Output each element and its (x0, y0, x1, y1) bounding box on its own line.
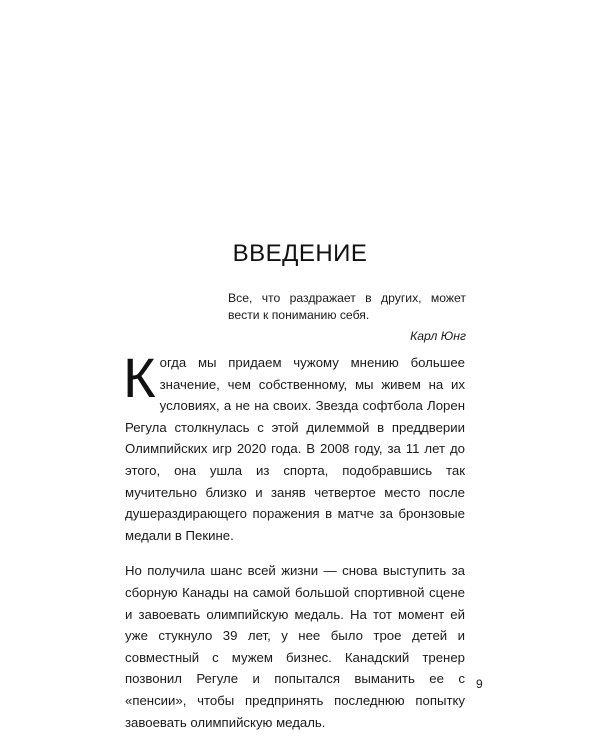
paragraph-1-text: огда мы придаем чужому мнению большее значение, чем собственному, мы живем на их условиях, а не на своих. Звезда софтбола Лорен Регула столкнулась с этой дилеммой в преддверии Олимпийских игр 2020 года. В 2008 году, за 11 лет до этого, она ушла из спорта, подобравшись так мучительно близко и заняв четвертое место после душераздирающего поражения в матче за бронзовые медали в Пекине. (125, 355, 465, 543)
epigraph-author: Карл Юнг (410, 329, 466, 343)
epigraph-quote: Все, что раздражает в других, может вести к пониманию себя. (228, 291, 466, 322)
drop-cap: К (123, 346, 156, 409)
body-text (123, 346, 465, 733)
paragraph-2: Но получила шанс всей жизни — снова выступить за сборную Канады на самой большой спортивной сцене и завоевать олимпийскую медаль. На тот момент ей уже стукнуло 39 лет, у нее было трое детей и совместный с мужем бизнес. Канадский тренер позвонил Регуле и попытался выманить ее с «пенсии», чтобы предпринять последнюю попытку завоевать олимпийскую медаль. (125, 563, 465, 730)
page-number: 9 (476, 677, 483, 691)
chapter-title: ВВЕДЕНИЕ (232, 240, 368, 267)
paragraph-1 (123, 346, 465, 546)
